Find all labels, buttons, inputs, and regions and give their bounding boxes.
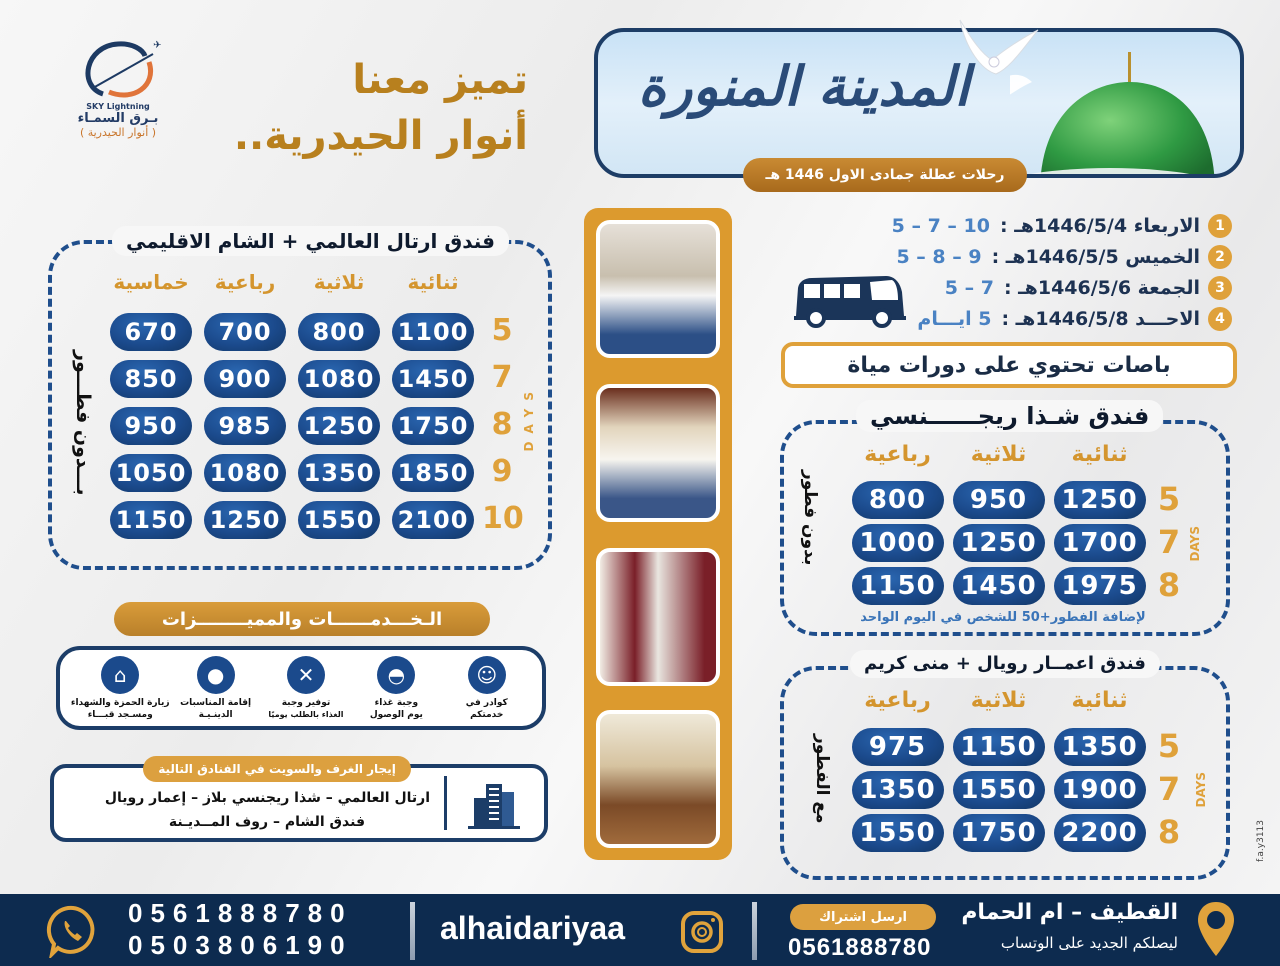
whatsapp-note: ليصلكم الجديد على الوتساب xyxy=(1000,934,1178,952)
price-cell: 1850 xyxy=(392,454,474,492)
column-header: ثلاثية xyxy=(970,688,1027,713)
price-cell: 1250 xyxy=(298,407,380,445)
price-cell: 1550 xyxy=(298,501,380,539)
price-cell: 1750 xyxy=(953,814,1045,852)
trip-durations: 5 – 7 – 10 xyxy=(891,214,990,237)
guide-icon: ☺ xyxy=(468,656,506,694)
hotel2-days-label: DAYS xyxy=(1188,526,1202,562)
price-cell: 700 xyxy=(204,313,286,351)
price-cell: 800 xyxy=(852,481,944,519)
mosque-dome-icon: ⌂ xyxy=(101,656,139,694)
price-cell: 900 xyxy=(204,360,286,398)
hotel2-title: فندق شـذا ريجــــــنسي xyxy=(856,400,1163,432)
microphone-icon: ● xyxy=(197,656,235,694)
price-cell: 950 xyxy=(110,407,192,445)
trip-number: 4 xyxy=(1208,307,1232,331)
hotel1-side-label: بـــدون فطـــور xyxy=(72,350,94,496)
svg-text:✈: ✈ xyxy=(153,40,162,51)
fork-spoon-icon: ✕ xyxy=(287,656,325,694)
hotel2-side-label: بدون فطور xyxy=(800,470,820,566)
hotel-room-photo xyxy=(596,384,720,522)
slogan-line-2: أنوار الحيدرية.. xyxy=(233,113,528,159)
column-header: رباعية xyxy=(214,270,276,294)
column-header: ثنائية xyxy=(407,270,459,294)
price-cell: 975 xyxy=(852,728,944,766)
service-line2: خدمتكم xyxy=(470,709,504,720)
trip-season-badge: رحلات عطلة جمادى الاول 1446 هـ xyxy=(743,158,1027,192)
service-item xyxy=(70,656,170,721)
price-cell: 985 xyxy=(204,407,286,445)
slogan xyxy=(234,52,528,164)
location-pin-icon xyxy=(1196,900,1236,960)
price-cell: 1080 xyxy=(298,360,380,398)
trip-number: 1 xyxy=(1208,214,1232,238)
price-cell: 1100 xyxy=(392,313,474,351)
price-cell: 1350 xyxy=(1054,728,1146,766)
service-line1: زيارة الحمزة والشهداء xyxy=(70,697,170,708)
hotel-room-photo xyxy=(596,220,720,358)
instagram-icon[interactable] xyxy=(680,910,724,954)
hotel3-side-label: مع الفطور xyxy=(812,734,832,824)
trip-day: الخميس 1446/5/5هـ : xyxy=(991,245,1200,268)
column-header: ثلاثية xyxy=(970,442,1027,467)
service-line1: كوادر في xyxy=(465,697,508,708)
trip-day: الاحـــد 1446/5/8هـ : xyxy=(1001,307,1200,330)
rental-hotels-line1: ارتال العالمي – شذا ريجنسي بلاز – إعمار رويال xyxy=(104,790,430,806)
trip-durations: 5 – 7 xyxy=(944,276,994,299)
divider xyxy=(752,902,757,960)
trip-item xyxy=(832,210,1232,241)
day-count: 8 xyxy=(1157,566,1181,604)
price-cell: 1750 xyxy=(392,407,474,445)
day-count: 7 xyxy=(1157,770,1181,808)
price-cell: 1550 xyxy=(953,771,1045,809)
designer-credit: f.a.y3113 xyxy=(1256,820,1266,862)
price-cell: 1450 xyxy=(392,360,474,398)
column-header: رباعية xyxy=(864,688,931,713)
phone-number-2[interactable]: 0503806190 xyxy=(128,930,353,960)
day-count: 8 xyxy=(1157,813,1181,851)
price-cell: 1250 xyxy=(953,524,1045,562)
city-calligraphy: المدينة المنورة xyxy=(638,54,970,118)
price-cell: 1050 xyxy=(110,454,192,492)
slogan-line-1: تميز معنا xyxy=(352,57,528,103)
column-header: ثنائية xyxy=(1071,688,1128,713)
madinah-banner xyxy=(594,28,1244,178)
day-count: 7 xyxy=(1157,523,1181,561)
service-item xyxy=(351,656,441,721)
price-cell: 670 xyxy=(110,313,192,351)
price-cell: 1900 xyxy=(1054,771,1146,809)
hotel1-days-label: DAYS xyxy=(522,384,536,452)
bus-feature-note: باصات تحتوي على دورات مياة xyxy=(781,342,1237,388)
bus-icon xyxy=(790,272,910,328)
logo-ar-text: بـرق السمـاء xyxy=(77,111,159,126)
price-cell: 2100 xyxy=(392,501,474,539)
service-item xyxy=(261,656,351,721)
hotel3-title: فندق اعمــار رويال + منى كريم xyxy=(850,650,1160,678)
location-text: القطيف – ام الحمام xyxy=(961,900,1178,925)
price-cell: 950 xyxy=(953,481,1045,519)
price-cell: 1000 xyxy=(852,524,944,562)
service-line1: إقامة المناسبات xyxy=(180,697,252,708)
hotel-photos-column xyxy=(584,208,732,860)
day-count: 5 xyxy=(491,313,513,348)
phone-number-1[interactable]: 0561888780 xyxy=(128,898,353,928)
service-line1: توفير وجبة xyxy=(281,697,331,708)
price-cell: 800 xyxy=(298,313,380,351)
service-item xyxy=(442,656,532,721)
hotel3-days-label: DAYS xyxy=(1194,772,1208,808)
instagram-handle[interactable]: alhaidariyaa xyxy=(440,910,625,946)
trip-durations: 5 ايـــام xyxy=(917,307,992,330)
trip-durations: 5 – 8 – 9 xyxy=(896,245,982,268)
subscribe-button[interactable]: ارسل اشتراك xyxy=(790,904,936,930)
trip-item xyxy=(832,241,1232,272)
brand-logo xyxy=(58,36,178,166)
price-cell: 1350 xyxy=(852,771,944,809)
trip-number: 3 xyxy=(1208,276,1232,300)
price-cell: 1150 xyxy=(953,728,1045,766)
subscribe-phone[interactable]: 0561888780 xyxy=(788,934,932,961)
column-header: خماسية xyxy=(113,270,189,294)
column-header: ثلاثية xyxy=(313,270,365,294)
services-title: الـخـــدمــــــات والمميــــــــزات xyxy=(114,602,490,636)
footer-bar xyxy=(0,894,1280,966)
price-cell: 1150 xyxy=(852,567,944,605)
price-cell: 2200 xyxy=(1054,814,1146,852)
column-header: ثنائية xyxy=(1071,442,1128,467)
trip-number: 2 xyxy=(1208,245,1232,269)
service-line2: يوم الوصول xyxy=(369,709,423,720)
day-count: 7 xyxy=(491,360,513,395)
dove-image xyxy=(952,10,1042,90)
divider xyxy=(410,902,415,960)
service-line2: الغذاء بالطلب يوميًا xyxy=(268,709,344,719)
price-cell: 1150 xyxy=(110,501,192,539)
price-cell: 1250 xyxy=(1054,481,1146,519)
divider xyxy=(444,776,447,830)
hotel-room-photo xyxy=(596,548,720,686)
rental-hotels-line2: فندق الشام – روف المــديـنة xyxy=(168,814,365,830)
price-cell: 1350 xyxy=(298,454,380,492)
day-count: 5 xyxy=(1157,727,1181,765)
service-item xyxy=(171,656,261,721)
price-cell: 850 xyxy=(110,360,192,398)
price-cell: 1080 xyxy=(204,454,286,492)
day-count: 5 xyxy=(1157,480,1181,518)
day-count: 8 xyxy=(491,407,513,442)
price-cell: 1975 xyxy=(1054,567,1146,605)
service-line2: الدينـيـة xyxy=(198,709,233,720)
whatsapp-icon[interactable] xyxy=(46,904,100,958)
column-header: رباعية xyxy=(864,442,931,467)
trip-day: الاربعاء 1446/5/4هـ : xyxy=(999,214,1200,237)
services-list xyxy=(56,646,546,730)
day-count: 10 xyxy=(482,501,524,536)
day-count: 9 xyxy=(491,454,513,489)
meal-cloche-icon: ◓ xyxy=(377,656,415,694)
hotel-restaurant-photo xyxy=(596,710,720,848)
price-cell: 1700 xyxy=(1054,524,1146,562)
price-cell: 1550 xyxy=(852,814,944,852)
logo-en-text: SKY Lightning xyxy=(86,102,150,111)
logo-sub-text: ( أنوار الحيدرية ) xyxy=(79,126,157,139)
logo-orbit-icon xyxy=(73,36,163,102)
rental-title: إيجار الغرف والسويت في الفنادق التالية xyxy=(143,756,411,782)
building-icon xyxy=(466,776,522,832)
trip-day: الجمعة 1446/5/6هـ : xyxy=(1003,276,1200,299)
service-line2: ومسـجد قبـــاء xyxy=(87,709,153,720)
hotel2-breakfast-note: لإضافة الفطور+50 للشخص في اليوم الواحد xyxy=(860,610,1146,625)
price-cell: 1250 xyxy=(204,501,286,539)
hotel1-title: فندق ارتال العالمي + الشام الاقليمي xyxy=(112,226,509,256)
service-line1: وجبة غذاء xyxy=(374,697,419,708)
price-cell: 1450 xyxy=(953,567,1045,605)
